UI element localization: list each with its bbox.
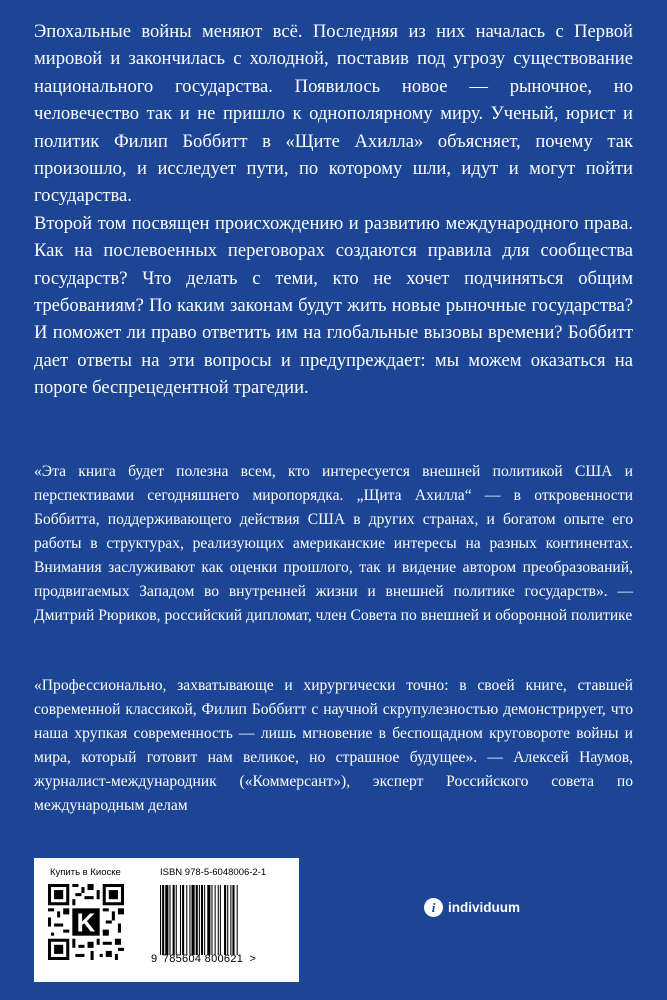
barcode-icon	[160, 885, 280, 955]
review-quote-1	[34, 460, 633, 628]
barcode-digits	[151, 953, 256, 965]
barcode-bar	[173, 885, 175, 955]
review-quote-text: «Профессионально, захватывающе и хирургически точно: в своей книге, ставшей современной классикой, Филип Боббитт с научной скрупулезностью демонстрирует, что наша хрупкая современность — лишь мгновение в беспощадном круговороте войны и мира, который готовит нам великое, но страшное будущее». — Алексей Наумов, журналист-международник («Коммерсант»), эксперт Российского совета по международным делам	[34, 677, 633, 814]
publisher-name: individuum	[448, 900, 520, 915]
barcode-bar	[160, 885, 161, 955]
barcode-bar	[189, 885, 190, 955]
annotation-paragraph-2: Второй том посвящен происхождению и развитию международного права. Как на послевоенных переговорах создаются правила для сообщества государств? Что делать с теми, кто не хочет подчиняться общим требованиям? По каким законам будут жить новые рыночные государства? И поможет ли право ответить им на глобальные вызовы времени? Боббитт дает ответы на эти вопросы и предупреждает: мы можем оказаться на пороге беспрецедентной трагедии.	[34, 212, 633, 399]
barcode-bar	[232, 885, 234, 955]
barcode-bar	[199, 885, 200, 955]
barcode-bar	[224, 885, 226, 955]
barcode-bar	[162, 885, 164, 955]
barcode-bar	[204, 885, 205, 955]
isbn-label	[34, 858, 299, 982]
barcode-bar	[211, 885, 212, 955]
annotation	[34, 18, 633, 402]
barcode-bar	[192, 885, 195, 955]
barcode-bar	[186, 885, 187, 955]
barcode-bar	[196, 885, 198, 955]
barcode-bar	[237, 885, 238, 955]
barcode-bar	[207, 885, 210, 955]
barcode-bar	[227, 885, 228, 955]
barcode-bar	[201, 885, 203, 955]
kiosk-label: Купить в Киоске	[50, 867, 121, 878]
barcode-digit-group-2: 800621	[204, 953, 244, 965]
barcode-bar	[169, 885, 170, 955]
qr-logo-letter: K	[76, 909, 96, 938]
isbn-text: ISBN 978-5-6048006-2-1	[160, 867, 267, 878]
barcode-bar	[220, 885, 221, 955]
barcode-bar	[180, 885, 181, 955]
barcode-digit-group-1: 785604	[162, 953, 202, 965]
barcode-bar	[182, 885, 184, 955]
barcode-lead-digit: 9	[151, 953, 158, 965]
barcode-arrow: >	[249, 953, 257, 965]
annotation-paragraph-1: Эпохальные войны меняют всё. Последняя из них началась с Первой мировой и закончилась с холодной, поставив под угрозу существование национального государства. Появилось новое — рыночное, но человечество так и не пришло к однополярному миру. Ученый, юрист и политик Филип Боббитт в «Щите Ахилла» объясняет, почему так произошло, и исследует пути, по которому шли, идут и могут пойти государства.	[34, 21, 633, 207]
review-quote-text: «Эта книга будет полезна всем, кто интересуется внешней политикой США и перспективами сегодняшнего миропорядка. „Щита Ахилла“ — в откровенности Боббитта, поддерживающего действия США в других странах, и богатом опыте его работы в структурах, реализующих американские интересы на разных континентах. Внимания заслуживают как оценки прошлого, так и видение автором преобразований, продвигаемых Западом во внутренней жизни и внешней политике государств». — Дмитрий Рюриков, российский дипломат, член Совета по внешней и оборонной политике	[34, 463, 633, 624]
barcode-bar	[218, 885, 219, 955]
individuum-logo-icon: i	[424, 898, 443, 917]
review-quote-2	[34, 674, 633, 818]
barcode-bar	[165, 885, 168, 955]
qr-code-icon[interactable]	[48, 884, 124, 960]
publisher-logo	[424, 898, 520, 917]
barcode-bar	[230, 885, 231, 955]
barcode-bar	[176, 885, 177, 955]
barcode-bar	[215, 885, 216, 955]
